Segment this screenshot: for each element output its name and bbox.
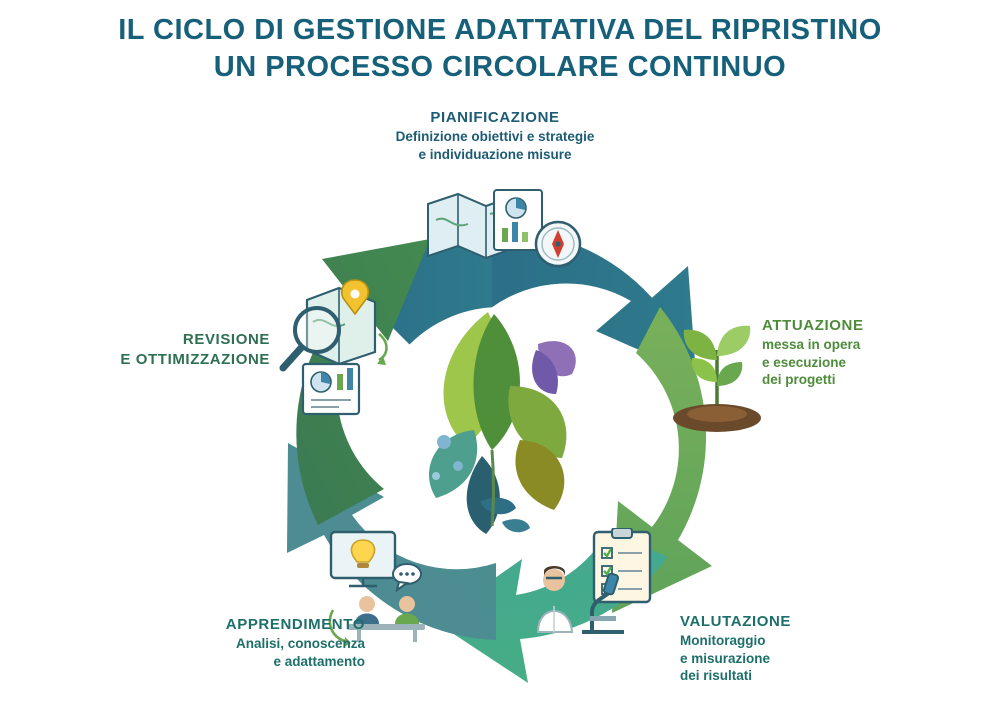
stage-sub-revisione-1: E OTTIMIZZAZIONE bbox=[120, 350, 270, 368]
stage-sub-pianificazione-2: e individuazione misure bbox=[418, 146, 572, 162]
stage-sub-valutazione-1: Monitoraggio bbox=[680, 632, 766, 648]
stage-label-valutazione bbox=[680, 612, 930, 685]
stage-sub-pianificazione-1: Definizione obiettivi e strategie bbox=[395, 128, 595, 144]
stage-label-apprendimento bbox=[150, 615, 365, 670]
stage-label-attuazione bbox=[762, 316, 987, 389]
magnifier-map-chart-icon bbox=[273, 278, 423, 433]
stage-label-revisione bbox=[70, 330, 270, 370]
clipboard-microscope-icon bbox=[520, 528, 690, 663]
title-line-2: UN PROCESSO CIRCOLARE CONTINUO bbox=[213, 51, 787, 84]
stage-sub-attuazione-2: e esecuzione bbox=[762, 354, 847, 370]
stage-sub-apprendimento-2: e adattamento bbox=[273, 653, 365, 669]
stage-sub-valutazione-2: e misurazione bbox=[680, 650, 771, 666]
stage-heading-apprendimento: APPRENDIMENTO bbox=[225, 616, 365, 633]
stage-heading-revisione: REVISIONE bbox=[182, 331, 270, 348]
stage-heading-attuazione: ATTUAZIONE bbox=[762, 317, 864, 334]
stage-sub-attuazione-3: dei progetti bbox=[762, 372, 836, 388]
page-title bbox=[0, 12, 1000, 86]
stage-sub-valutazione-3: dei risultati bbox=[680, 668, 753, 684]
seedling-icon bbox=[662, 316, 772, 441]
stage-heading-pianificazione: PIANIFICAZIONE bbox=[430, 109, 560, 126]
title-line-1: IL CICLO DI GESTIONE ADATTATIVA DEL RIPRISTINO bbox=[118, 14, 882, 46]
stage-sub-apprendimento-1: Analisi, conoscenza bbox=[235, 635, 365, 651]
stage-sub-attuazione-1: messa in opera bbox=[762, 336, 861, 352]
stage-heading-valutazione: VALUTAZIONE bbox=[680, 613, 792, 630]
map-chart-compass-icon bbox=[424, 186, 584, 281]
stage-label-pianificazione bbox=[330, 108, 660, 163]
